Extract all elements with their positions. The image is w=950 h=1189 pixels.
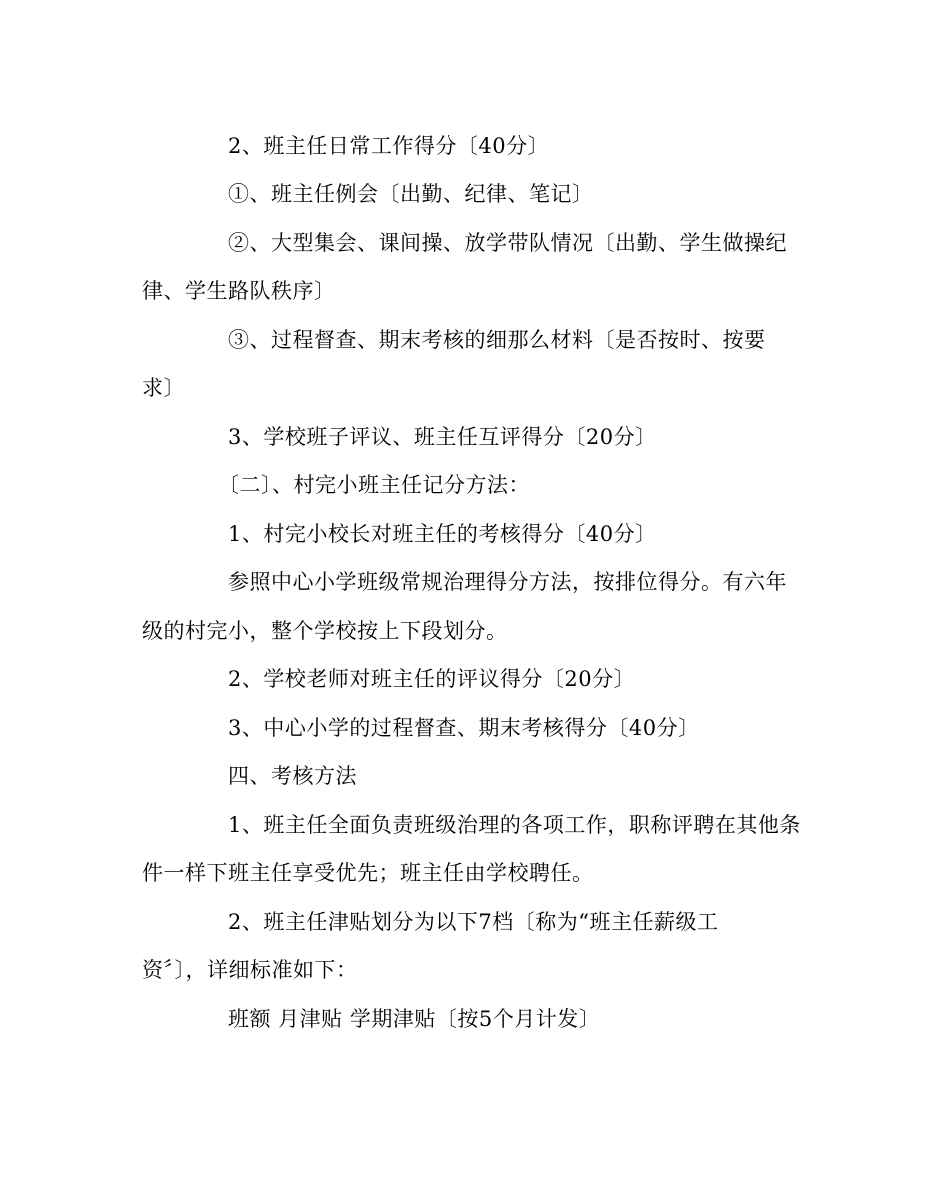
item-responsibility-line-2: 件一样下班主任享受优先；班主任由学校聘任。 xyxy=(142,861,594,885)
item-peer-review-score: 3、学校班子评议、班主任互评得分〔20分〕 xyxy=(228,425,657,449)
item-meeting: ①、班主任例会〔出勤、纪律、笔记〕 xyxy=(228,182,594,206)
item-process-check-line-1: ③、过程督查、期末考核的细那么材料〔是否按时、按要 xyxy=(228,328,766,352)
paragraph-ranking-line-1: 参照中心小学班级常规治理得分方法，按排位得分。有六年 xyxy=(228,570,787,594)
item-daily-work-score: 2、班主任日常工作得分〔40分〕 xyxy=(228,134,550,158)
table-header-allowance: 班额 月津贴 学期津贴〔按5个月计发〕 xyxy=(228,1007,601,1031)
section-heading-village-school: 〔二〕、村完小班主任记分方法： xyxy=(218,473,530,497)
paragraph-ranking-line-2: 级的村完小，整个学校按上下段划分。 xyxy=(142,619,508,643)
item-allowance-line-2: 资〞〕，详细标准如下： xyxy=(142,958,358,982)
item-assembly-line-2: 律、学生路队秩序〕 xyxy=(142,279,336,303)
item-assembly-line-1: ②、大型集会、课间操、放学带队情况〔出勤、学生做操纪 xyxy=(228,231,787,255)
item-center-school-score: 3、中心小学的过程督查、期末考核得分〔40分〕 xyxy=(228,716,700,740)
item-teacher-review-score: 2、学校老师对班主任的评议得分〔20分〕 xyxy=(228,667,636,691)
section-heading-assessment-method: 四、考核方法 xyxy=(228,764,357,788)
item-responsibility-line-1: 1、班主任全面负责班级治理的各项工作，职称评聘在其他条 xyxy=(228,813,801,837)
item-allowance-line-1: 2、班主任津贴划分为以下7档〔称为“班主任薪级工 xyxy=(228,910,719,934)
item-principal-score: 1、村完小校长对班主任的考核得分〔40分〕 xyxy=(228,522,657,546)
item-process-check-line-2: 求〕 xyxy=(142,376,185,400)
